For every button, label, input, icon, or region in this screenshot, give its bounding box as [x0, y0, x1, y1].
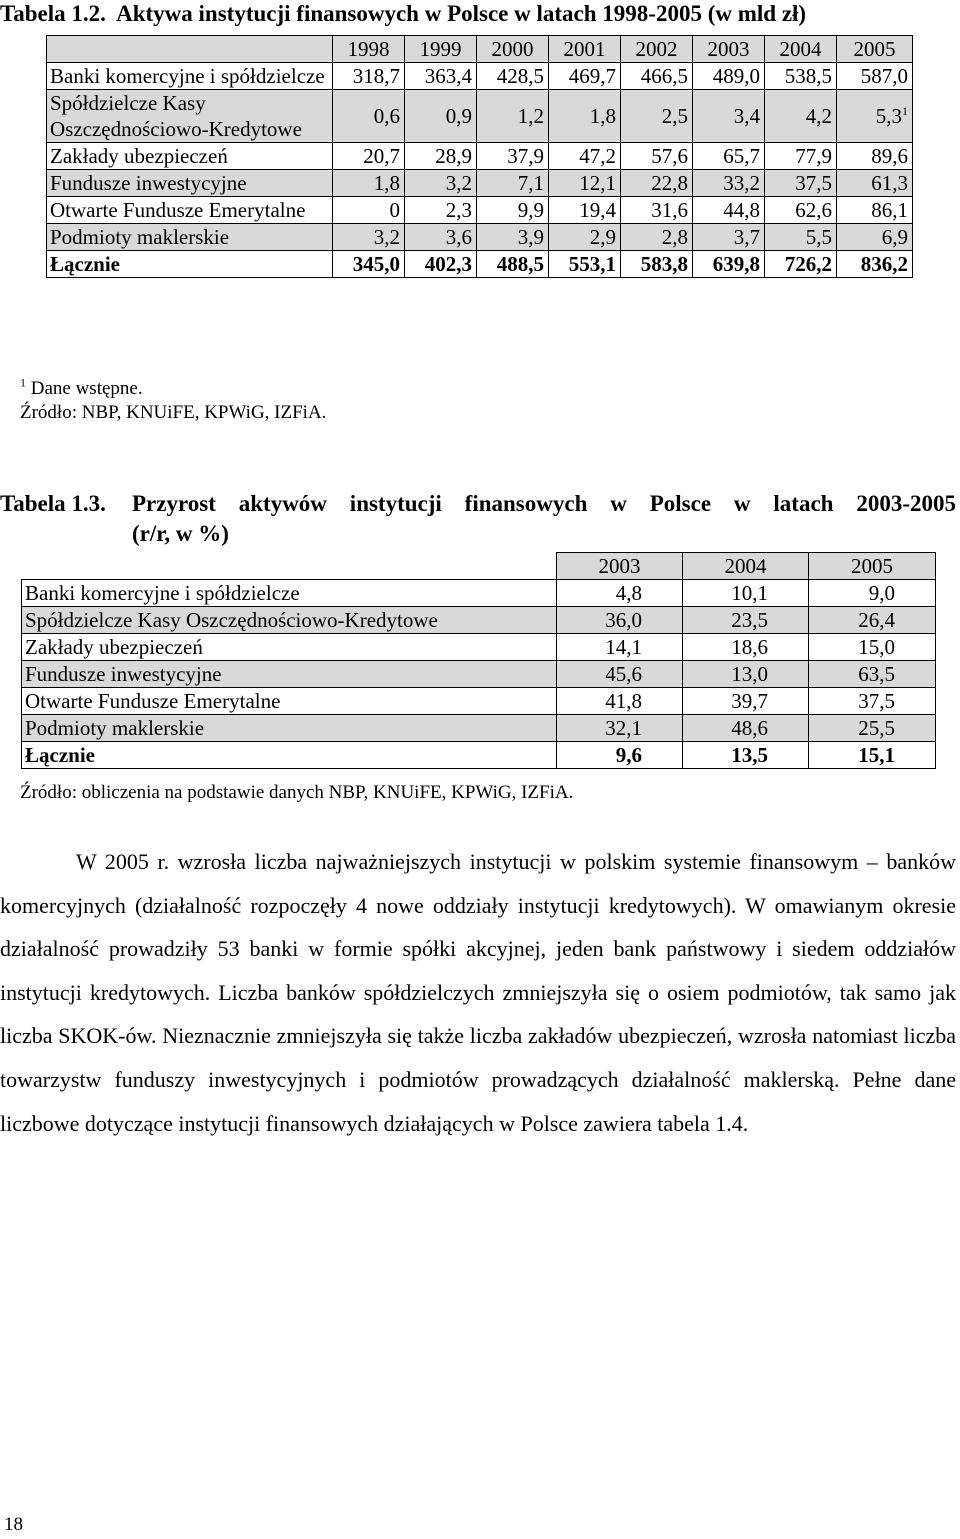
table-row [47, 197, 913, 224]
cell-value [765, 143, 837, 170]
cell-value [549, 63, 621, 90]
cell-text: 0 [389, 198, 400, 222]
cell-text: 836,2 [860, 252, 908, 276]
cell-text: 77,9 [795, 144, 832, 168]
cell-text: 538,5 [784, 64, 832, 88]
cell-text: 9,9 [517, 198, 544, 222]
row-label: Spółdzielcze Kasy Oszczędnościowo-Kredytowe [22, 607, 557, 634]
table-row [47, 251, 913, 278]
cell-value: 9,6 [557, 742, 683, 769]
table-1-2 [46, 35, 913, 278]
cell-value [405, 170, 477, 197]
cell-text: 0,9 [445, 104, 472, 128]
cell-text: 583,8 [640, 252, 688, 276]
year-header: 2003 [693, 36, 765, 63]
cell-text: 5,3 [875, 104, 902, 128]
cell-value [621, 224, 693, 251]
cell-value [693, 90, 765, 143]
cell-text: 3,2 [373, 225, 400, 249]
cell-text: 2,5 [661, 104, 688, 128]
cell-value: 32,1 [557, 715, 683, 742]
table-row [47, 90, 913, 143]
cell-value: 14,1 [557, 634, 683, 661]
cell-value [621, 170, 693, 197]
table-1-2-title: Aktywa instytucji finansowych w Polsce w latach 1998-2005 (w mld zł) [116, 1, 807, 26]
cell-text: 37,5 [795, 171, 832, 195]
cell-text: 489,0 [712, 64, 760, 88]
row-label: Fundusze inwestycyjne [47, 170, 333, 197]
cell-value: 9,0 [809, 580, 936, 607]
cell-text: 2,3 [445, 198, 472, 222]
cell-value [477, 170, 549, 197]
cell-text: 553,1 [568, 252, 616, 276]
cell-value: 37,5 [809, 688, 936, 715]
footnote-mark: 1 [902, 104, 908, 118]
table-row [22, 580, 936, 607]
cell-value [837, 90, 913, 143]
cell-text: 22,8 [651, 171, 688, 195]
cell-value [693, 251, 765, 278]
cell-text: 62,6 [795, 198, 832, 222]
cell-text: 363,4 [424, 64, 472, 88]
cell-text: 44,8 [723, 198, 760, 222]
cell-text: 37,9 [507, 144, 544, 168]
cell-value: 25,5 [809, 715, 936, 742]
cell-value [549, 197, 621, 224]
cell-value [621, 251, 693, 278]
cell-text: 47,2 [579, 144, 616, 168]
row-label: Banki komercyjne i spółdzielcze [47, 63, 333, 90]
row-label: Łącznie [22, 742, 557, 769]
cell-value [837, 197, 913, 224]
row-label: Spółdzielcze Kasy Oszczędnościowo-Kredytowe [47, 90, 333, 143]
cell-value [621, 197, 693, 224]
cell-text: 4,2 [805, 104, 832, 128]
cell-value: 23,5 [683, 607, 809, 634]
cell-value [549, 170, 621, 197]
cell-text: 3,9 [517, 225, 544, 249]
year-header: 2003 [557, 553, 683, 580]
cell-value [837, 63, 913, 90]
cell-value [477, 224, 549, 251]
cell-text: 402,3 [424, 252, 472, 276]
cell-text: 488,5 [496, 252, 544, 276]
cell-text: 1,8 [373, 171, 400, 195]
cell-value [837, 143, 913, 170]
cell-value: 26,4 [809, 607, 936, 634]
cell-text: 469,7 [568, 64, 616, 88]
cell-text: 33,2 [723, 171, 760, 195]
cell-value [693, 224, 765, 251]
header-blank [47, 36, 333, 63]
table-row [47, 143, 913, 170]
cell-value: 45,6 [557, 661, 683, 688]
table-row [22, 742, 936, 769]
cell-text: 31,6 [651, 198, 688, 222]
table-1-2-label: Tabela 1.2. [0, 1, 106, 26]
cell-value [693, 170, 765, 197]
cell-value [765, 251, 837, 278]
cell-value: 13,0 [683, 661, 809, 688]
cell-value [333, 224, 405, 251]
table-row [22, 688, 936, 715]
cell-value [837, 224, 913, 251]
table-1-2-header-row [47, 36, 913, 63]
year-header: 2005 [837, 36, 913, 63]
cell-text: 3,4 [733, 104, 760, 128]
table-1-3-header-row [22, 553, 936, 580]
table-row [47, 170, 913, 197]
cell-value [333, 251, 405, 278]
year-header: 2004 [683, 553, 809, 580]
cell-value [333, 63, 405, 90]
cell-value [549, 251, 621, 278]
table-1-3 [21, 552, 936, 769]
cell-text: 6,9 [881, 225, 908, 249]
table-1-3-source: Źródło: obliczenia na podstawie danych NBP, KNUiFE, KPWiG, IZFiA. [20, 782, 574, 803]
table-row [22, 634, 936, 661]
row-label: Fundusze inwestycyjne [22, 661, 557, 688]
cell-value [621, 143, 693, 170]
cell-text: 0,6 [373, 104, 400, 128]
cell-text: 3,7 [733, 225, 760, 249]
cell-text: 2,8 [661, 225, 688, 249]
row-label: Zakłady ubezpieczeń [22, 634, 557, 661]
cell-text: 1,2 [517, 104, 544, 128]
cell-text: 19,4 [579, 198, 616, 222]
cell-text: 57,6 [651, 144, 688, 168]
table-row [47, 63, 913, 90]
table-row [22, 715, 936, 742]
cell-value [549, 90, 621, 143]
cell-value [405, 197, 477, 224]
table-row [22, 661, 936, 688]
row-label: Podmioty maklerskie [22, 715, 557, 742]
cell-value [477, 63, 549, 90]
cell-value [333, 143, 405, 170]
cell-text: 726,2 [784, 252, 832, 276]
cell-value [765, 197, 837, 224]
cell-text: 3,2 [445, 171, 472, 195]
year-header: 2000 [477, 36, 549, 63]
cell-value: 63,5 [809, 661, 936, 688]
year-header: 2002 [621, 36, 693, 63]
cell-value: 41,8 [557, 688, 683, 715]
cell-value [765, 90, 837, 143]
cell-value [621, 90, 693, 143]
cell-text: 2,9 [589, 225, 616, 249]
cell-value [477, 90, 549, 143]
cell-text: 7,1 [517, 171, 544, 195]
cell-value [405, 63, 477, 90]
cell-value: 15,0 [809, 634, 936, 661]
cell-value [765, 170, 837, 197]
header-blank [22, 553, 557, 580]
cell-value: 39,7 [683, 688, 809, 715]
cell-text: 639,8 [712, 252, 760, 276]
cell-text: 466,5 [640, 64, 688, 88]
cell-value: 18,6 [683, 634, 809, 661]
row-label: Podmioty maklerskie [47, 224, 333, 251]
year-header: 2004 [765, 36, 837, 63]
cell-value [405, 224, 477, 251]
table-1-2-source: Źródło: NBP, KNUiFE, KPWiG, IZFiA. [20, 402, 327, 423]
cell-text: 20,7 [363, 144, 400, 168]
cell-value [621, 63, 693, 90]
year-header: 2005 [809, 553, 936, 580]
cell-text: 587,0 [860, 64, 908, 88]
cell-value [333, 197, 405, 224]
cell-value [837, 170, 913, 197]
year-header: 2001 [549, 36, 621, 63]
cell-value [405, 251, 477, 278]
cell-value [837, 251, 913, 278]
cell-value [405, 143, 477, 170]
body-paragraph: W 2005 r. wzrosła liczba najważniejszych instytucji w polskim systemie finansowym – banków komercyjnych (działalność rozpoczęły 4 nowe oddziały instytucji kredytowych). W omawianym okresie działalność prowadziły 53 banki w formie spółki akcyjnej, jeden bank państwowy i siedem oddziałów instytucji kredytowych. Liczba banków spółdzielczych zmniejszyła się o osiem podmiotów, tak samo jak liczba SKOK-ów. Nieznacznie zmniejszyła się także liczba zakładów ubezpieczeń, wzrosła natomiast liczba towarzystw funduszy inwestycyjnych i podmiotów prowadzących działalność maklerską. Pełne dane liczbowe dotyczące instytucji finansowych działających w Polsce zawiera tabela 1.4. [0, 849, 956, 1136]
row-label: Zakłady ubezpieczeń [47, 143, 333, 170]
row-label: Łącznie [47, 251, 333, 278]
cell-value: 10,1 [683, 580, 809, 607]
cell-text: 61,3 [871, 171, 908, 195]
row-label: Banki komercyjne i spółdzielcze [22, 580, 557, 607]
cell-text: 5,5 [805, 225, 832, 249]
cell-value [477, 197, 549, 224]
cell-value [333, 170, 405, 197]
table-row [47, 224, 913, 251]
cell-value [693, 143, 765, 170]
year-header: 1998 [333, 36, 405, 63]
cell-text: 86,1 [871, 198, 908, 222]
cell-value: 48,6 [683, 715, 809, 742]
cell-text: 89,6 [871, 144, 908, 168]
row-label: Otwarte Fundusze Emerytalne [22, 688, 557, 715]
table-1-2-caption [0, 0, 960, 28]
cell-text: 1,8 [589, 104, 616, 128]
cell-text: 28,9 [435, 144, 472, 168]
table-1-3-title-line2: (r/r, w %) [132, 521, 229, 546]
cell-text: 12,1 [579, 171, 616, 195]
cell-text: 318,7 [352, 64, 400, 88]
cell-value [693, 197, 765, 224]
table-row [22, 607, 936, 634]
cell-value [549, 143, 621, 170]
cell-value: 4,8 [557, 580, 683, 607]
cell-value [477, 251, 549, 278]
cell-value [765, 224, 837, 251]
cell-text: 428,5 [496, 64, 544, 88]
page-number: 18 [4, 1514, 23, 1535]
cell-value [693, 63, 765, 90]
cell-value: 36,0 [557, 607, 683, 634]
cell-text: 65,7 [723, 144, 760, 168]
row-label: Otwarte Fundusze Emerytalne [47, 197, 333, 224]
cell-value: 13,5 [683, 742, 809, 769]
cell-value [333, 90, 405, 143]
cell-value [549, 224, 621, 251]
cell-text: 345,0 [352, 252, 400, 276]
table-1-3-title-line1: Przyrost aktywów instytucji finansowych w Polsce w latach 2003-2005 [132, 491, 956, 516]
table-1-3-label: Tabela 1.3. [0, 491, 106, 516]
cell-value: 15,1 [809, 742, 936, 769]
cell-text: 3,6 [445, 225, 472, 249]
cell-value [765, 63, 837, 90]
cell-value [405, 90, 477, 143]
cell-value [477, 143, 549, 170]
table-1-2-footnote: $^1$ Dane wstępne. [20, 375, 143, 399]
year-header: 1999 [405, 36, 477, 63]
